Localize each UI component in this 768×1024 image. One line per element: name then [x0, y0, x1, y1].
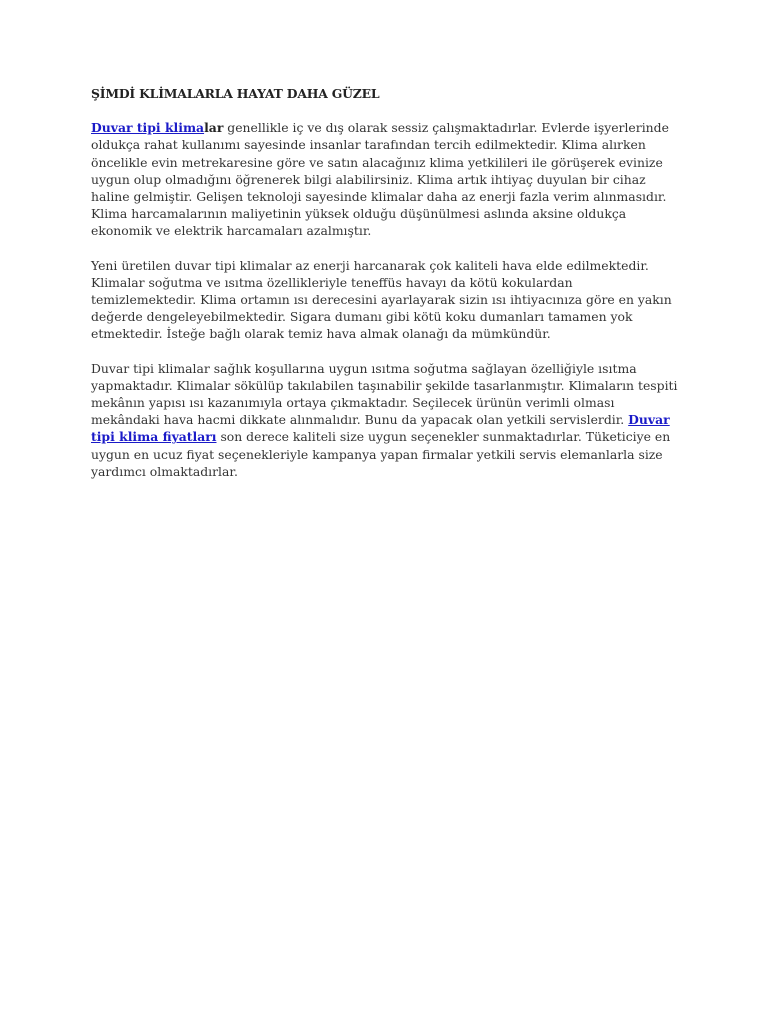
paragraph-2 [91, 257, 681, 343]
paragraph-3 [91, 360, 681, 480]
paragraph-3-text-before: Duvar tipi klimalar sağlık koşullarına uygun ısıtma soğutma sağlayan özelliğiyle ısıtma yapmaktadır. Klimalar sökülüp takılabilen taşınabilir şekilde tasarlanmıştır. Klimaların tespiti mekânın yapısı ısı kazanımıyla ortaya çıkmaktadır. Seçilecek ürünün verimli olması mekândaki hava hacmi dikkate alınmalıdır. Bunu da yapacak olan yetkili servislerdir. [91, 360, 678, 428]
document-body [91, 85, 681, 497]
duvar-tipi-klima-fiyatlari-link[interactable]: Duvar tipi klima fiyatları [91, 412, 670, 445]
paragraph-2-text: Yeni üretilen duvar tipi klimalar az enerji harcanarak çok kaliteli hava elde edilmektedir. Klimalar soğutma ve ısıtma özellikleriyle teneffüs havayı da kötü kokulardan temizlemektedir. Klima ortamın ısı derecesini ayarlayarak sizin ısı ihtiyacınıza göre en yakın değerde dengeleyebilmektedir. Sigara dumanı gibi kötü koku dumanları tamamen yok etmektedir. İsteğe bağlı olarak temiz hava almak olanağı da mümkündür. [91, 257, 672, 342]
document-title: ŞİMDİ KLİMALARLA HAYAT DAHA GÜZEL [91, 86, 380, 101]
duvar-tipi-klima-link[interactable]: Duvar tipi klima [91, 120, 205, 136]
paragraph-3-text-after: son derece kaliteli size uygun seçenekler sunmaktadırlar. Tüketiciye en uygun en ucuz fiyat seçenekleriyle kampanya yapan firmalar yetkili servis elemanlarla size yardımcı olmaktadırlar. [91, 429, 671, 479]
paragraph-1 [91, 119, 681, 239]
paragraph-1-text: genellikle iç ve dış olarak sessiz çalışmaktadırlar. Evlerde işyerlerinde oldukça rahat kullanımı sayesinde insanlar tarafından tercih edilmektedir. Klima alırken öncelikle evin metrekaresine göre ve satın alacağınız klima yetkilileri ile görüşerek evinize uygun olup olmadığını öğrenerek bilgi alabilirsiniz. Klima artık ihtiyaç duyulan bir cihaz haline gelmiştir. Gelişen teknoloji sayesinde klimalar daha az enerji fazla verim alınmasıdır. Klima harcamalarının maliyetinin yüksek olduğu düşünülmesi aslında aksine oldukça ekonomik ve elektrik harcamaları azalmıştır. [91, 120, 669, 239]
link-suffix: lar [204, 120, 224, 136]
